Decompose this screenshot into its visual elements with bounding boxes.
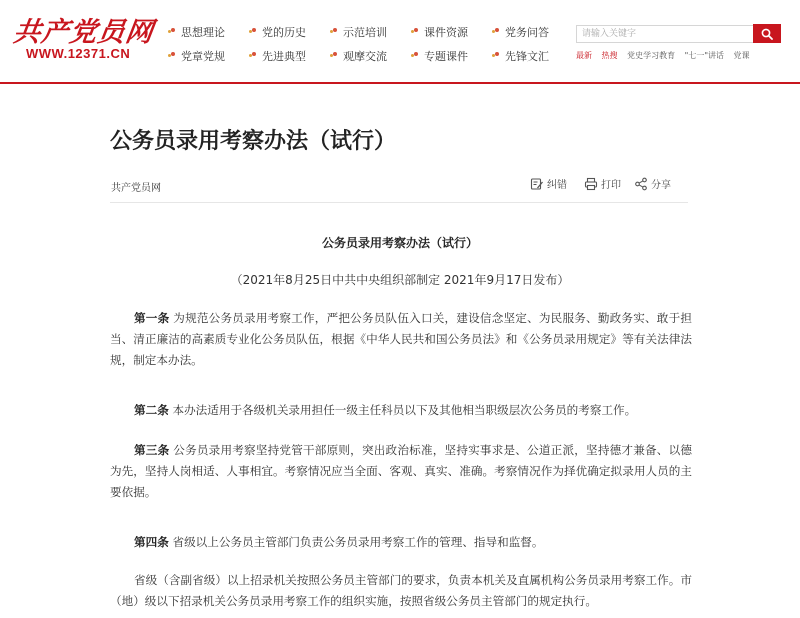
nav-item-regulations[interactable]: 党章党规 [168,48,225,64]
hot-link-party-lesson[interactable]: 党课 [733,51,750,60]
nav-bullet-icon [330,28,337,35]
logo-text: 共产党员网 [11,17,156,48]
nav-bullet-icon [411,28,418,35]
search-input[interactable]: 请输入关键字 [576,25,753,43]
site-header [0,0,800,82]
page-title: 公务员录用考察办法（试行） [110,129,397,154]
hot-link-july-speech[interactable]: "七一"讲话 [684,51,724,60]
nav-item-models[interactable]: 先进典型 [249,48,306,64]
article-heading: 公务员录用考察办法（试行） [321,236,478,250]
search-icon [761,28,773,40]
article-paragraph [110,308,692,371]
nav-item-training[interactable]: 示范培训 [330,24,387,40]
site-logo[interactable] [11,10,156,66]
nav-bullet-icon [249,28,256,35]
title-divider [110,202,688,203]
article-paragraph [110,532,692,553]
nav-bullet-icon [330,52,337,59]
hot-link-trending[interactable]: 热搜 [601,51,618,60]
header-divider [0,82,800,84]
article-paragraph [110,400,692,421]
nav-bullet-icon [492,52,499,59]
edit-icon [530,177,544,191]
article-clause-label: 第一条 [134,311,170,325]
print-icon [584,177,598,191]
nav-item-special-courseware[interactable]: 专题课件 [411,48,468,64]
article-clause-text: 省级以上公务员主管部门负责公务员录用考察工作的管理、指导和监督。 [172,535,544,549]
print-button[interactable]: 打印 [584,176,621,191]
hot-link-latest[interactable]: 最新 [576,51,592,60]
nav-item-theory[interactable]: 思想理论 [168,24,225,40]
article-clause-label: 第二条 [134,403,169,417]
nav-bullet-icon [249,52,256,59]
nav-item-exchange[interactable]: 观摩交流 [330,48,387,64]
article-paragraph [110,570,692,612]
nav-bullet-icon [492,28,499,35]
article-clause-text: 为规范公务员录用考察工作，严把公务员队伍入口关，建设信念坚定、为民服务、勤政务实、敢于担当、清正廉洁的高素质专业化公务员队伍，根据《中华人民共和国公务员法》和《公务员录用规定》等有关法律法规，制定本办法。 [110,311,692,367]
search-button[interactable] [753,24,781,43]
article-clause-label: 第四条 [134,535,169,549]
correct-button[interactable]: 纠错 [530,176,567,191]
nav-bullet-icon [168,52,175,59]
main-nav [168,24,568,64]
nav-item-articles[interactable]: 先锋文汇 [492,48,549,64]
article-clause-text: 本办法适用于各级机关录用担任一级主任科员以下及其他相当职级层次公务员的考察工作。 [172,403,637,417]
hot-search-links [576,50,757,62]
nav-item-courseware[interactable]: 课件资源 [411,24,468,40]
hot-link-history-education[interactable]: 党史学习教育 [627,51,676,60]
share-icon [634,177,648,191]
nav-item-qa[interactable]: 党务问答 [492,24,549,40]
nav-item-party-history[interactable]: 党的历史 [249,24,306,40]
logo-url: WWW.12371.CN [26,46,131,61]
article-source: 共产党员网 [111,183,161,194]
article-clause-text: 公务员录用考察坚持党管干部原则，突出政治标准，坚持实事求是、公道正派，坚持德才兼备、以德为先，坚持人岗相适、人事相宜。考察情况应当全面、客观、真实、准确。考察情况作为择优确定拟录用人员的主要依据。 [110,443,692,499]
share-button[interactable]: 分享 [634,176,671,191]
article-paragraph [110,440,692,503]
nav-bullet-icon [411,52,418,59]
article-clause-text: 省级（含副省级）以上招录机关按照公务员主管部门的要求，负责本机关及直属机构公务员录用考察工作。市（地）级以下招录机关公务员录用考察工作的组织实施，按照省级公务员主管部门的规定执行。 [110,573,692,608]
article-clause-label: 第三条 [134,443,170,457]
article-subheading: （2021年8月25日中共中央组织部制定 2021年9月17日发布） [230,273,570,287]
nav-bullet-icon [168,28,175,35]
